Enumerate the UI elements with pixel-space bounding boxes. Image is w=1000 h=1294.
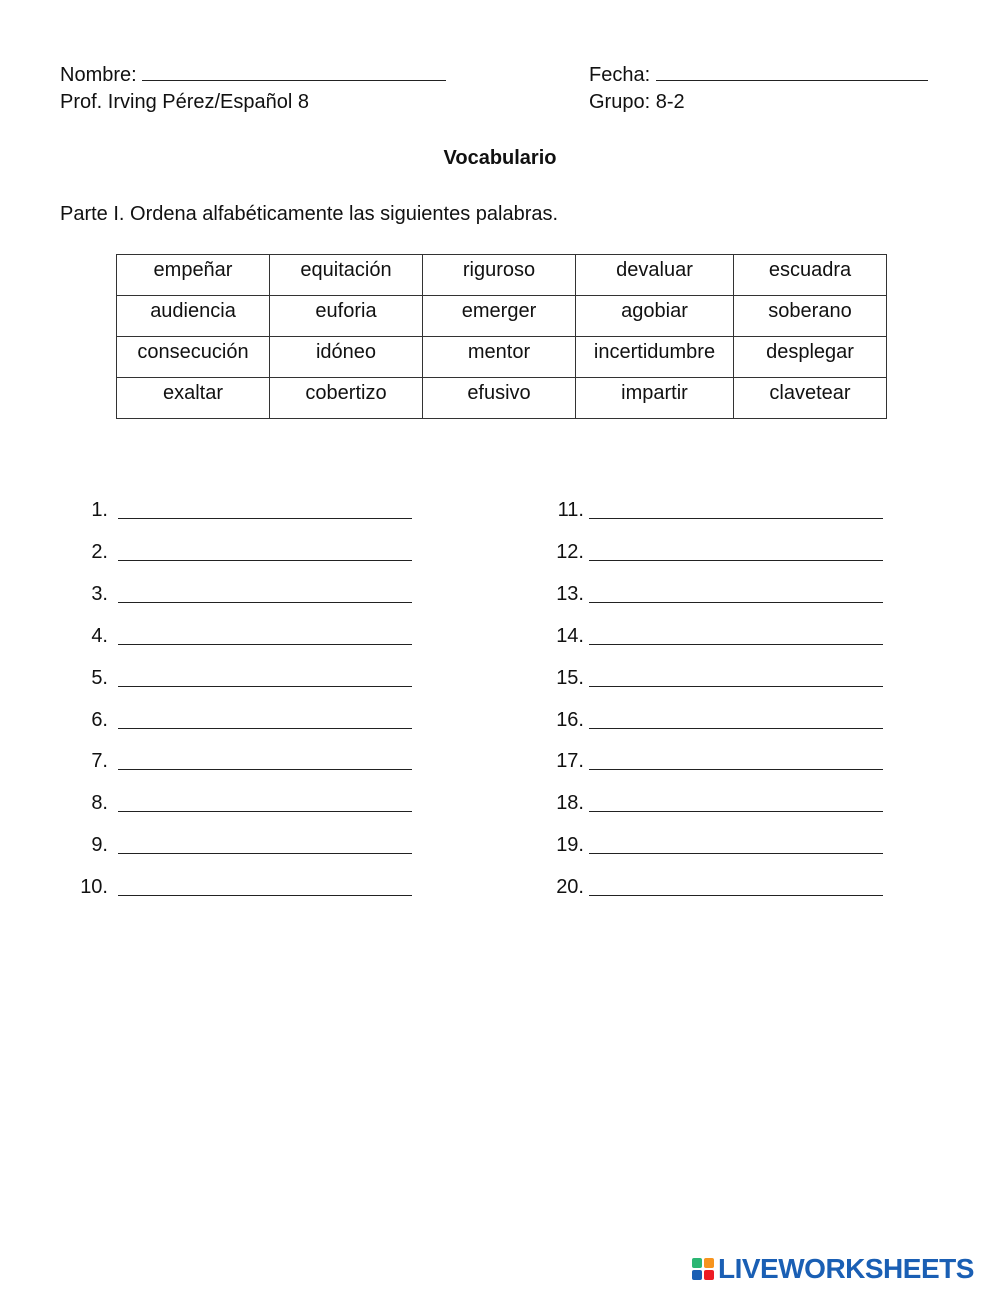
answer-blank[interactable] — [589, 582, 883, 603]
word-cell: escuadra — [734, 255, 887, 296]
logo-mark-square — [704, 1258, 714, 1268]
answer-number: 19. — [556, 834, 584, 857]
page-title: Vocabulario — [443, 147, 557, 169]
answer-number: 2. — [91, 540, 108, 563]
answer-number: 7. — [91, 750, 108, 773]
answer-blank[interactable] — [118, 749, 412, 770]
answer-blank[interactable] — [589, 875, 883, 896]
word-cell: exaltar — [117, 378, 270, 419]
answer-blank[interactable] — [118, 540, 412, 561]
answer-blank[interactable] — [589, 708, 883, 729]
answer-blank[interactable] — [589, 791, 883, 812]
word-cell: agobiar — [576, 296, 734, 337]
word-cell: equitación — [270, 255, 423, 296]
answer-blank[interactable] — [118, 791, 412, 812]
word-cell: empeñar — [117, 255, 270, 296]
answer-number: 11. — [557, 499, 584, 521]
answer-blank[interactable] — [589, 540, 883, 561]
answer-blank[interactable] — [589, 749, 883, 770]
table-row — [117, 296, 887, 337]
logo-text: LIVEWORKSHEETS — [718, 1253, 974, 1284]
vocabulary-table — [116, 254, 887, 419]
table-row — [117, 255, 887, 296]
answer-number: 4. — [91, 624, 108, 647]
answer-number: 8. — [91, 792, 108, 815]
answer-blank[interactable] — [118, 582, 412, 603]
answer-number: 15. — [556, 666, 584, 689]
group-label: Grupo: 8-2 — [589, 91, 685, 113]
word-cell: incertidumbre — [576, 337, 734, 378]
answer-blank[interactable] — [118, 833, 412, 854]
table-row — [117, 378, 887, 419]
answer-number: 16. — [556, 708, 584, 731]
name-field — [60, 62, 446, 87]
answer-number: 20. — [556, 876, 584, 899]
word-cell: soberano — [734, 296, 887, 337]
name-blank[interactable] — [142, 62, 446, 81]
answer-blank[interactable] — [118, 875, 412, 896]
answer-blank[interactable] — [589, 833, 883, 854]
answer-number: 18. — [556, 792, 584, 815]
word-cell: riguroso — [423, 255, 576, 296]
answer-number: 1. — [91, 499, 108, 521]
date-label: Fecha: — [589, 64, 651, 86]
answer-number: 9. — [91, 834, 108, 857]
word-cell: mentor — [423, 337, 576, 378]
answer-number: 3. — [91, 582, 108, 605]
answer-blank[interactable] — [118, 708, 412, 729]
word-cell: audiencia — [117, 296, 270, 337]
word-cell: impartir — [576, 378, 734, 419]
answer-blank[interactable] — [118, 666, 412, 687]
word-cell: clavetear — [734, 378, 887, 419]
answer-blank[interactable] — [589, 666, 883, 687]
answer-number: 17. — [556, 750, 584, 773]
word-cell: idóneo — [270, 337, 423, 378]
answer-number: 10. — [80, 876, 108, 899]
logo-mark-square — [704, 1270, 714, 1280]
answer-blank[interactable] — [589, 624, 883, 645]
word-cell: cobertizo — [270, 378, 423, 419]
word-cell: devaluar — [576, 255, 734, 296]
word-cell: consecución — [117, 337, 270, 378]
name-label: Nombre: — [60, 64, 137, 86]
date-field — [589, 62, 928, 87]
answer-number: 5. — [91, 666, 108, 689]
answer-number: 6. — [91, 708, 108, 731]
table-row — [117, 337, 887, 378]
word-cell: efusivo — [423, 378, 576, 419]
instruction-text: Parte I. Ordena alfabéticamente las siguientes palabras. — [60, 203, 559, 225]
word-cell: desplegar — [734, 337, 887, 378]
logo-mark-icon — [692, 1258, 714, 1280]
answer-blank[interactable] — [118, 498, 412, 519]
logo-mark-square — [692, 1270, 702, 1280]
answer-number: 12. — [556, 540, 584, 563]
date-blank[interactable] — [656, 62, 928, 81]
answer-number: 13. — [556, 582, 584, 605]
answer-blank[interactable] — [118, 624, 412, 645]
logo-mark-square — [692, 1258, 702, 1268]
word-cell: euforia — [270, 296, 423, 337]
answer-number: 14. — [556, 624, 584, 647]
answer-blank[interactable] — [589, 498, 883, 519]
liveworksheets-logo — [692, 1254, 974, 1284]
teacher-label: Prof. Irving Pérez/Español 8 — [60, 91, 310, 113]
word-cell: emerger — [423, 296, 576, 337]
